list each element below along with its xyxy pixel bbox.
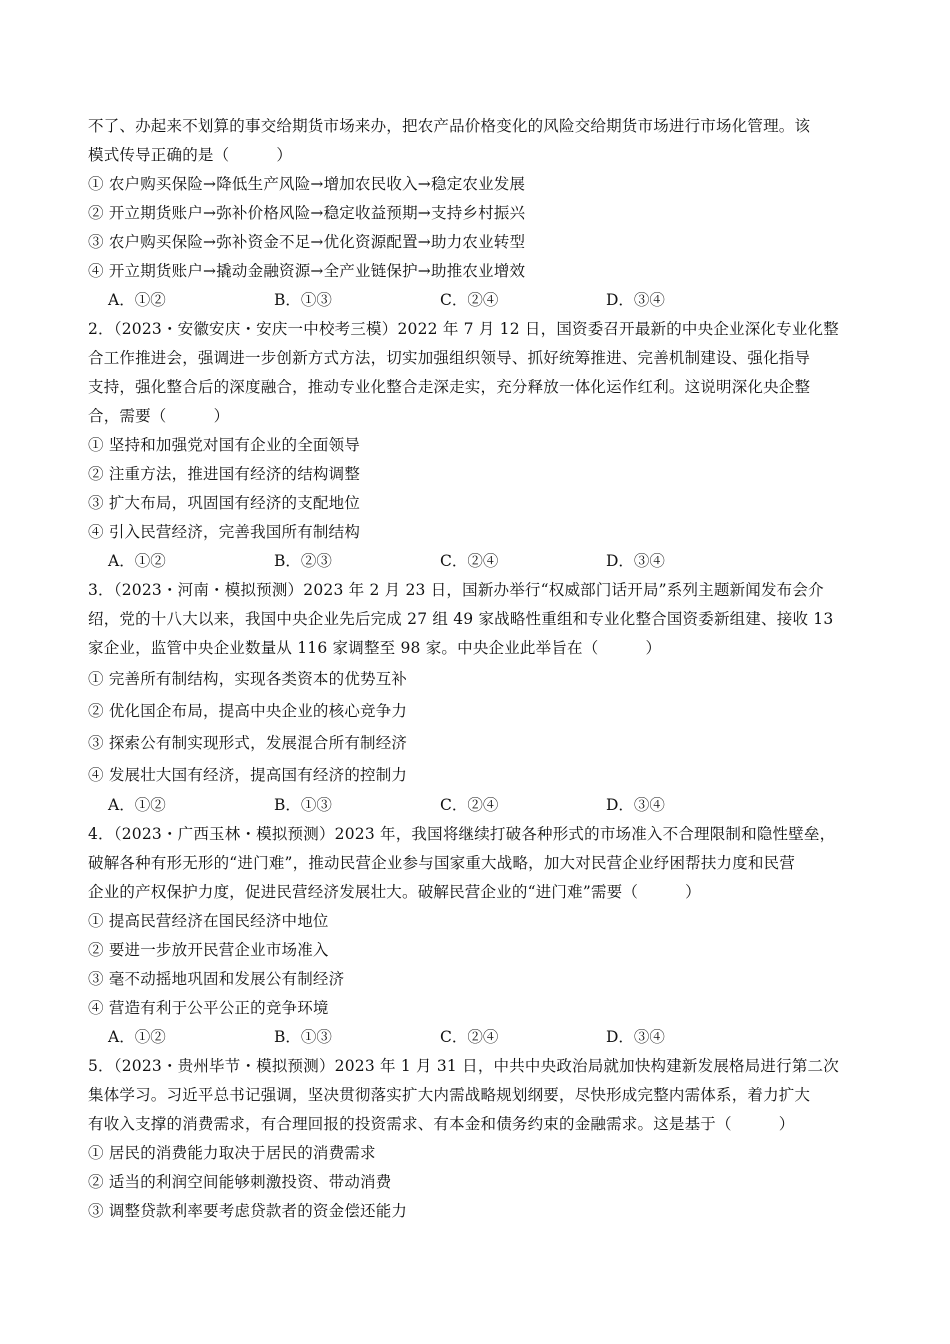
question-4-option: ④ 营造有利于公平公正的竞争环境 <box>88 999 329 1017</box>
document-page <box>88 112 860 1226</box>
choice-b[interactable]: B．①③ <box>274 291 332 309</box>
choice-b[interactable]: B．②③ <box>274 552 332 570</box>
question-2-option: ① 坚持和加强党对国有企业的全面领导 <box>88 436 361 454</box>
question-1-option: ① 农户购买保险→降低生产风险→增加农民收入→稳定农业发展 <box>88 175 526 193</box>
question-2-choices <box>88 547 860 576</box>
question-2 <box>88 315 860 576</box>
choice-d[interactable]: D．③④ <box>606 1028 665 1046</box>
choice-c[interactable]: C．②④ <box>440 796 499 814</box>
question-3 <box>88 576 860 820</box>
choice-b[interactable]: B．①③ <box>274 796 332 814</box>
question-3-option: ① 完善所有制结构，实现各类资本的优势互补 <box>88 670 408 688</box>
question-2-stem-line: 支持，强化整合后的深度融合，推动专业化整合走深走实，充分释放一体化运作红利。这说明深化央企整 <box>88 378 811 396</box>
question-1-stem-line: 模式传导正确的是（ ） <box>88 146 293 164</box>
question-1-option: ④ 开立期货账户→撬动金融资源→全产业链保护→助推农业增效 <box>88 262 526 280</box>
question-4-choices <box>88 1023 860 1052</box>
question-3-option: ③ 探索公有制实现形式，发展混合所有制经济 <box>88 734 408 752</box>
question-4-option: ② 要进一步放开民营企业市场准入 <box>88 941 329 959</box>
question-3-option: ② 优化国企布局，提高中央企业的核心竞争力 <box>88 702 408 720</box>
question-5-stem-line: 有收入支撑的消费需求，有合理回报的投资需求、有本金和债务约束的金融需求。这是基于（ ） <box>88 1115 795 1133</box>
question-2-stem-line: 2．（2023・安徽安庆・安庆一中校考三模）2022 年 7 月 12 日，国资委召开最新的中央企业深化专业化整 <box>88 320 839 338</box>
question-4 <box>88 820 860 1052</box>
question-4-stem-line: 破解各种有形无形的“进门难”，推动民营企业参与国家重大战略，加大对民营企业纾困帮扶力度和民营 <box>88 854 796 872</box>
question-4-stem-line: 4．（2023・广西玉林・模拟预测）2023 年，我国将继续打破各种形式的市场准入不合理限制和隐性壁垒， <box>88 825 836 843</box>
question-5-option: ③ 调整贷款利率要考虑贷款者的资金偿还能力 <box>88 1202 408 1220</box>
question-1-stem-line: 不了、办起来不划算的事交给期货市场来办，把农产品价格变化的风险交给期货市场进行市场化管理。该 <box>88 117 811 135</box>
question-2-option: ④ 引入民营经济，完善我国所有制结构 <box>88 523 361 541</box>
question-1-option: ② 开立期货账户→弥补价格风险→稳定收益预期→支持乡村振兴 <box>88 204 526 222</box>
question-2-stem-line: 合工作推进会，强调进一步创新方式方法，切实加强组织领导、抓好统筹推进、完善机制建设、强化指导 <box>88 349 811 367</box>
choice-a[interactable]: A．①② <box>108 1028 166 1046</box>
question-5 <box>88 1052 860 1226</box>
question-3-choices <box>88 791 860 820</box>
choice-c[interactable]: C．②④ <box>440 552 499 570</box>
question-2-stem-line: 合，需要（ ） <box>88 407 230 425</box>
question-1-option: ③ 农户购买保险→弥补资金不足→优化资源配置→助力农业转型 <box>88 233 526 251</box>
choice-d[interactable]: D．③④ <box>606 552 665 570</box>
question-1-choices <box>88 286 860 315</box>
question-5-stem-line: 集体学习。习近平总书记强调，坚决贯彻落实扩大内需战略规划纲要，尽快形成完整内需体系，着力扩大 <box>88 1086 811 1104</box>
question-4-option: ③ 毫不动摇地巩固和发展公有制经济 <box>88 970 345 988</box>
choice-b[interactable]: B．①③ <box>274 1028 332 1046</box>
question-1 <box>88 112 860 315</box>
question-4-stem-line: 企业的产权保护力度，促进民营经济发展壮大。破解民营企业的“进门难”需要（ ） <box>88 883 701 901</box>
choice-a[interactable]: A．①② <box>108 552 166 570</box>
choice-a[interactable]: A．①② <box>108 291 166 309</box>
choice-c[interactable]: C．②④ <box>440 1028 499 1046</box>
choice-a[interactable]: A．①② <box>108 796 166 814</box>
choice-c[interactable]: C．②④ <box>440 291 499 309</box>
question-3-stem-line: 家企业，监管中央企业数量从 116 家调整至 98 家。中央企业此举旨在（ ） <box>88 639 662 657</box>
question-5-option: ① 居民的消费能力取决于居民的消费需求 <box>88 1144 376 1162</box>
question-5-stem-line: 5．（2023・贵州毕节・模拟预测）2023 年 1 月 31 日，中共中央政治局就加快构建新发展格局进行第二次 <box>88 1057 839 1075</box>
choice-d[interactable]: D．③④ <box>606 796 665 814</box>
choice-d[interactable]: D．③④ <box>606 291 665 309</box>
question-3-stem-line: 绍，党的十八大以来，我国中央企业先后完成 27 组 49 家战略性重组和专业化整合国资委新组建、接收 13 <box>88 610 834 628</box>
question-2-option: ② 注重方法，推进国有经济的结构调整 <box>88 465 361 483</box>
question-5-option: ② 适当的利润空间能够刺激投资、带动消费 <box>88 1173 392 1191</box>
question-3-option: ④ 发展壮大国有经济，提高国有经济的控制力 <box>88 766 408 784</box>
question-4-option: ① 提高民营经济在国民经济中地位 <box>88 912 329 930</box>
question-3-stem-line: 3．（2023・河南・模拟预测）2023 年 2 月 23 日，国新办举行“权威部门话开局”系列主题新闻发布会介 <box>88 581 824 599</box>
question-2-option: ③ 扩大布局，巩固国有经济的支配地位 <box>88 494 361 512</box>
